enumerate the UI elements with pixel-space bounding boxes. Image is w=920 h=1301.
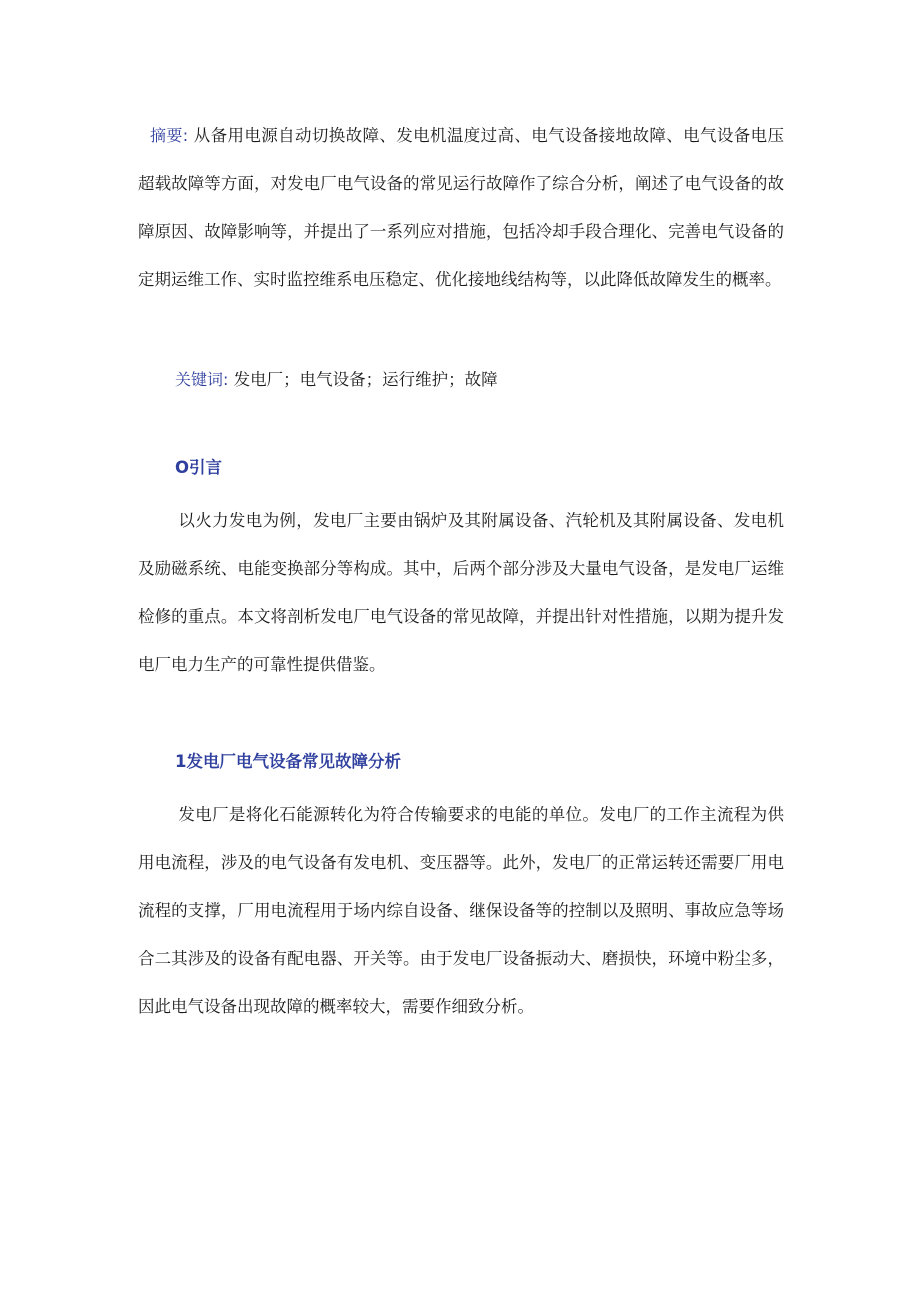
intro-paragraph: 以火力发电为例，发电厂主要由锅炉及其附属设备、汽轮机及其附属设备、发电机及励磁系统、电能变换部分等构成。其中，后两个部分涉及大量电气设备，是发电厂运维检修的重点。本文将剖析发电厂电气设备的常见故障，并提出针对性措施，以期为提升发电厂电力生产的可靠性提供借鉴。 [138, 511, 784, 674]
keywords-line [175, 356, 775, 404]
section1-paragraph: 发电厂是将化石能源转化为符合传输要求的电能的单位。发电厂的工作主流程为供用电流程，涉及的电气设备有发电机、变压器等。此外，发电厂的正常运转还需要厂用电流程的支撑，厂用电流程用于场内综自设备、继保设备等的控制以及照明、事故应急等场合二其涉及的设备有配电器、开关等。由于发电厂设备振动大、磨损快，环境中粉尘多，因此电气设备出现故障的概率较大，需要作细致分析。 [138, 805, 784, 1016]
intro-heading: O引言 [175, 458, 223, 477]
section1-heading: 1发电厂电气设备常见故障分析 [175, 752, 401, 771]
keywords-text: 发电厂；电气设备；运行维护；故障 [233, 370, 498, 389]
abstract-label: 摘要: [150, 126, 189, 145]
abstract-text: 从备用电源自动切换故障、发电机温度过高、电气设备接地故障、电气设备电压超载故障等方面，对发电厂电气设备的常见运行故障作了综合分析，阐述了电气设备的故障原因、故障影响等，并提出了一系列应对措施，包括冷却手段合理化、完善电气设备的定期运维工作、实时监控维系电压稳定、优化接地线结构等，以此降低故障发生的概率。 [138, 126, 784, 289]
keywords-label: 关键词: [175, 370, 229, 389]
abstract-paragraph [138, 112, 784, 304]
